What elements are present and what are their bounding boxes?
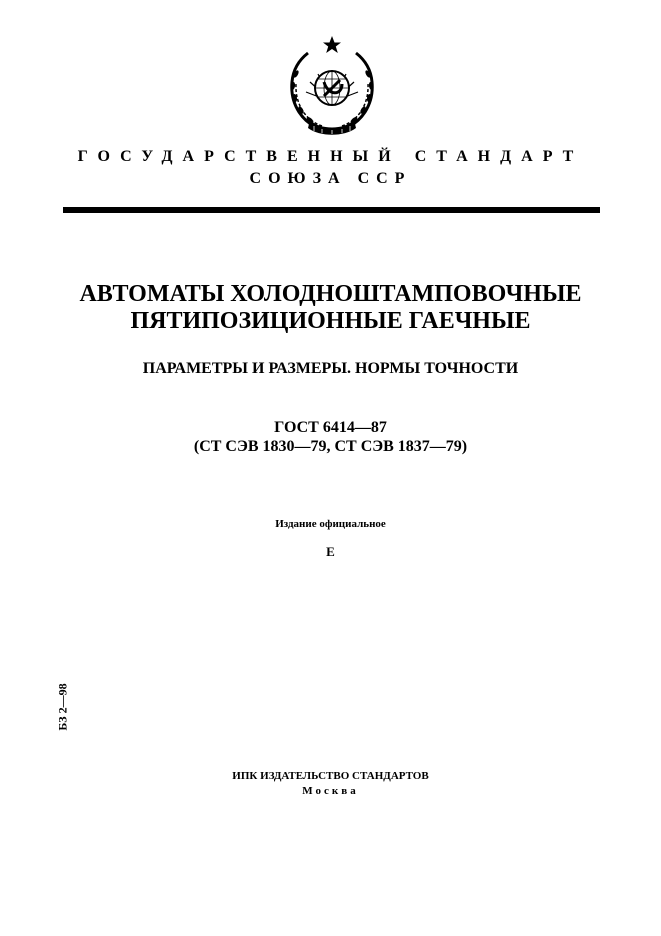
header-divider (63, 207, 600, 213)
side-code-text: БЗ 2—98 (55, 683, 70, 731)
gost-designation (0, 418, 661, 456)
gost-number: ГОСТ 6414—87 (274, 419, 387, 436)
title-line-2: ПЯТИПОЗИЦИОННЫЕ ГАЕЧНЫЕ (130, 308, 531, 334)
publisher-city: Москва (302, 785, 359, 797)
header-state-standard: ГОСУДАРСТВЕННЫЙ СТАНДАРТ (77, 148, 584, 165)
header-ussr: СОЮЗА ССР (249, 170, 412, 187)
document-subtitle: ПАРАМЕТРЫ И РАЗМЕРЫ. НОРМЫ ТОЧНОСТИ (142, 360, 519, 377)
edition-letter: Е (326, 544, 335, 559)
title-line-1: АВТОМАТЫ ХОЛОДНОШТАМПОВОЧНЫЕ (79, 281, 582, 307)
ussr-state-emblem-icon (284, 34, 380, 138)
publisher-name: ИПК ИЗДАТЕЛЬСТВО СТАНДАРТОВ (232, 770, 429, 782)
document-title (0, 281, 661, 335)
edition-note: Издание официальное (275, 518, 386, 530)
emblem-graphic (284, 34, 380, 138)
gost-equivalent: (СТ СЭВ 1830—79, СТ СЭВ 1837—79) (193, 438, 468, 455)
